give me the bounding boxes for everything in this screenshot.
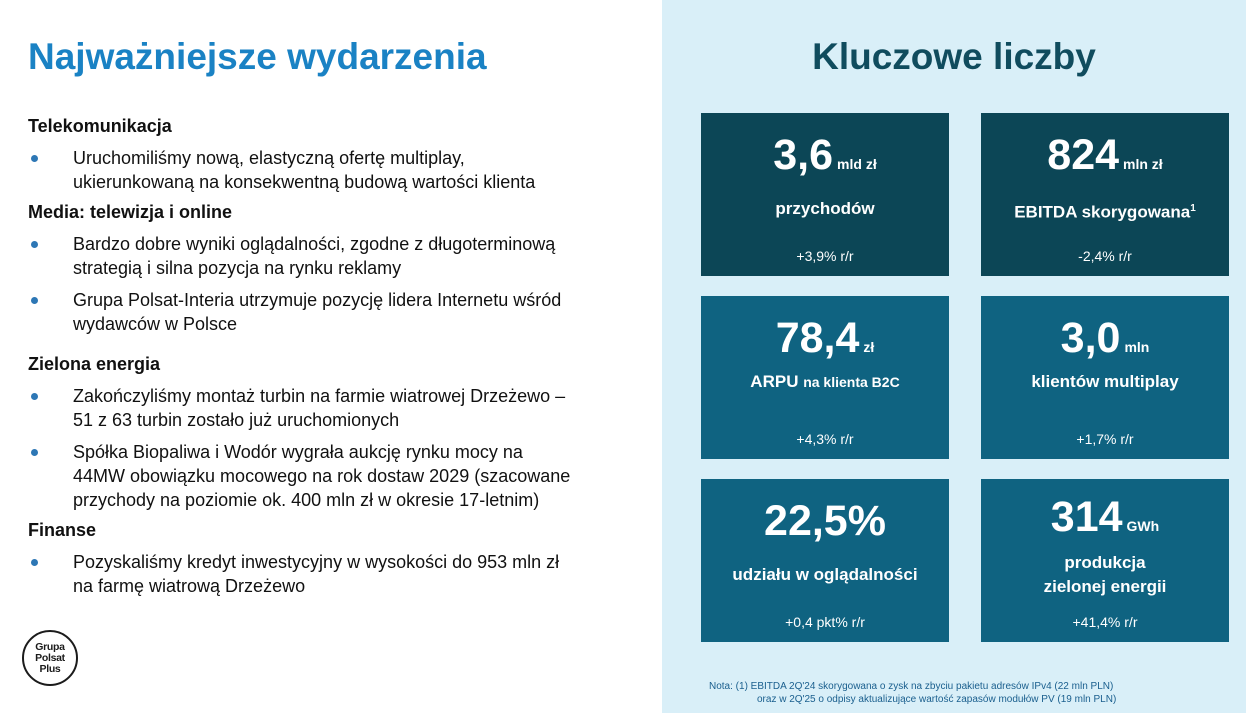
kpi-label: przychodów (775, 199, 875, 218)
section-title-green-energy: Zielona energia (28, 354, 161, 374)
page-title: Najważniejsze wydarzenia (28, 36, 487, 77)
bullet-line: Bardzo dobre wyniki oglądalności, zgodne z długoterminową (73, 234, 556, 254)
kpi-value: 78,4 (775, 314, 860, 362)
kpi-change: +4,3% r/r (796, 431, 854, 447)
kpi-value: 22,5% (764, 497, 886, 545)
kpi-label: klientów multiplay (1031, 372, 1179, 391)
kpi-card-viewership (701, 479, 949, 642)
key-figures-panel (662, 0, 1246, 713)
kpi-value-line (981, 129, 1229, 181)
telecom-bullets (28, 146, 643, 194)
list-item (28, 550, 643, 598)
section-title-finance: Finanse (28, 520, 97, 540)
kpi-label (701, 370, 949, 394)
kpi-label-line: produkcja (1064, 553, 1146, 572)
bullet-line: ukierunkowaną na konsekwentną budową wartości klienta (73, 172, 536, 192)
kpi-unit: GWh (1126, 518, 1160, 534)
section-title-telecom: Telekomunikacja (28, 116, 172, 136)
kpi-value: 314 (1050, 493, 1123, 541)
list-item (28, 384, 643, 432)
bullet-line: na farmę wiatrową Drzeżewo (73, 576, 306, 596)
bullet-line: Grupa Polsat-Interia utrzymuje pozycję lidera Internetu wśród (73, 290, 562, 310)
bullet-line: Pozyskaliśmy kredyt inwestycyjny w wysokości do 953 mln zł (73, 552, 560, 572)
kpi-value-line (701, 129, 949, 181)
kpi-label (981, 197, 1229, 225)
kpi-label (981, 551, 1229, 599)
list-item (28, 232, 643, 280)
list-item (28, 146, 643, 194)
kpi-value: 3,0 (1060, 314, 1121, 362)
bullet-line: Uruchomiliśmy nową, elastyczną ofertę multiplay, (73, 148, 465, 168)
kpi-value-line (981, 312, 1229, 364)
kpi-change: +3,9% r/r (796, 248, 854, 264)
list-item (28, 288, 643, 336)
kpi-card-green-energy (981, 479, 1229, 642)
kpi-value-line (701, 312, 949, 364)
footnote (709, 680, 1239, 706)
bullet-line: wydawców w Polsce (73, 314, 238, 334)
kpi-unit: mln zł (1123, 156, 1163, 172)
kpi-unit: mld zł (837, 156, 877, 172)
logo-text: Polsat (35, 651, 65, 664)
kpi-label-line: zielonej energii (1043, 577, 1167, 596)
kpi-card-multiplay (981, 296, 1229, 459)
bullet-line: Zakończyliśmy montaż turbin na farmie wiatrowej Drzeżewo – (73, 386, 566, 406)
kpi-label: udziału w oglądalności (732, 565, 918, 584)
highlights-list (28, 114, 643, 598)
kpi-label-text: EBITDA skorygowana (1014, 202, 1191, 222)
kpi-value-line (701, 495, 949, 547)
media-bullets (28, 232, 643, 336)
kpi-card-arpu (701, 296, 949, 459)
green-energy-bullets (28, 384, 643, 512)
logo-text: Grupa (35, 640, 65, 653)
kpi-value-line (981, 491, 1229, 543)
bullet-line: strategią i silna pozycja na rynku reklamy (73, 258, 402, 278)
bullet-line: Spółka Biopaliwa i Wodór wygrała aukcję rynku mocy na (73, 442, 523, 462)
bullet-line: przychody na poziomie ok. 400 mln zł w okresie 17-letnim) (73, 490, 540, 510)
kpi-value: 824 (1047, 131, 1120, 179)
kpi-change: +0,4 pkt% r/r (785, 614, 865, 630)
footnote-line: oraz w 2Q'25 o odpisy aktualizujące wartość zapasów modułów PV (19 mln PLN) (757, 694, 1117, 705)
section-title-media: Media: telewizja i online (28, 202, 233, 222)
footnote-line: Nota: (1) EBITDA 2Q'24 skorygowana o zysk na zbyciu pakietu adresów IPv4 (22 mln PLN) (709, 681, 1114, 692)
list-item (28, 440, 643, 512)
footnote-marker: 1 (1190, 203, 1196, 214)
kpi-change: +1,7% r/r (1076, 431, 1134, 447)
kpi-unit: zł (863, 339, 875, 355)
kpi-label-small: na klienta B2C (803, 374, 900, 390)
company-logo (22, 630, 78, 686)
kpi-label-text: ARPU (750, 372, 799, 391)
finance-bullets (28, 550, 643, 598)
kpi-change: -2,4% r/r (1078, 248, 1132, 264)
kpi-change: +41,4% r/r (1072, 614, 1138, 630)
kpi-card-ebitda (981, 113, 1229, 276)
kpi-value: 3,6 (773, 131, 834, 179)
kpi-card-revenue (701, 113, 949, 276)
bullet-line: 51 z 63 turbin zostało już uruchomionych (73, 410, 400, 430)
bullet-line: 44MW obowiązku mocowego na rok dostaw 2029 (szacowane (73, 466, 571, 486)
key-figures-title: Kluczowe liczby (812, 36, 1096, 77)
logo-text: Plus (39, 662, 61, 675)
kpi-unit: mln (1124, 339, 1150, 355)
